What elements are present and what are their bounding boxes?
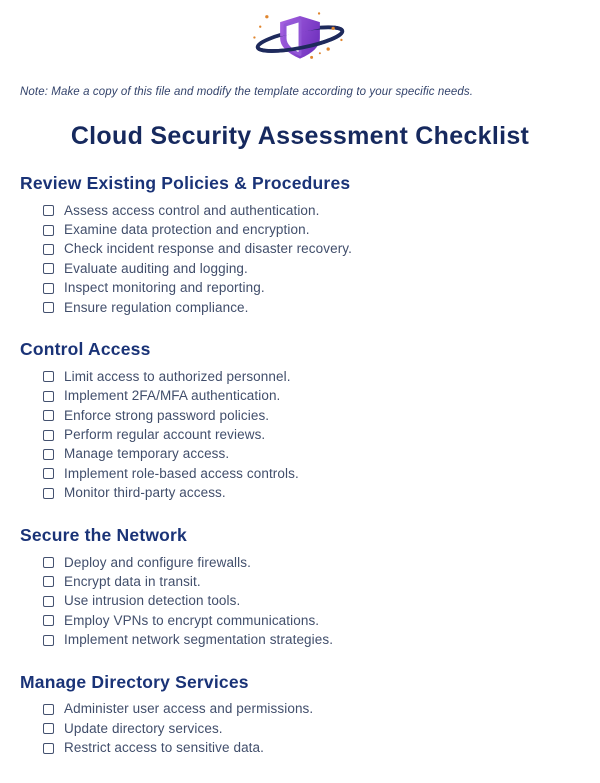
page-title: Cloud Security Assessment Checklist xyxy=(70,122,530,150)
checkbox[interactable] xyxy=(43,723,54,734)
checklist-item-label: Deploy and configure firewalls. xyxy=(64,554,251,570)
checklist-item-label: Restrict access to sensitive data. xyxy=(64,740,264,756)
checklist-item-label: Update directory services. xyxy=(64,720,223,736)
checklist-item xyxy=(20,484,580,503)
section-heading: Review Existing Policies & Procedures xyxy=(20,173,351,193)
checklist-item-label: Monitor third-party access. xyxy=(64,485,226,501)
checkbox[interactable] xyxy=(43,371,54,382)
checklist-item xyxy=(20,220,580,239)
checklist-item-label: Implement role-based access controls. xyxy=(64,465,299,481)
checkbox[interactable] xyxy=(43,596,54,607)
checklist-item xyxy=(20,445,580,464)
checkbox[interactable] xyxy=(43,468,54,479)
checklist-item xyxy=(20,387,580,406)
checklist-item xyxy=(20,739,580,758)
checklist-item-label: Evaluate auditing and logging. xyxy=(64,260,248,276)
checklist-item-label: Check incident response and disaster recovery. xyxy=(64,241,352,257)
checkbox[interactable] xyxy=(43,488,54,499)
checklist-section xyxy=(20,173,580,317)
checkbox[interactable] xyxy=(43,410,54,421)
checklist-section xyxy=(20,339,580,503)
checklist-item xyxy=(20,298,580,317)
shield-orbit-logo xyxy=(230,6,370,64)
checkbox[interactable] xyxy=(43,302,54,313)
checkbox[interactable] xyxy=(43,391,54,402)
checklist-items xyxy=(20,201,580,317)
checklist-item-label: Examine data protection and encryption. xyxy=(64,222,310,238)
checklist-item-label: Inspect monitoring and reporting. xyxy=(64,280,265,296)
checklist-item-label: Employ VPNs to encrypt communications. xyxy=(64,612,320,628)
checklist-item-label: Ensure regulation compliance. xyxy=(64,299,249,315)
checklist-section xyxy=(20,672,580,758)
checklist-items xyxy=(20,553,580,650)
checklist-section xyxy=(20,525,580,650)
checkbox[interactable] xyxy=(43,557,54,568)
checklist-item xyxy=(20,719,580,738)
checklist-item-label: Encrypt data in transit. xyxy=(64,573,201,589)
checkbox[interactable] xyxy=(43,430,54,441)
checkbox[interactable] xyxy=(43,244,54,255)
logo-container xyxy=(0,0,600,64)
checklist-item xyxy=(20,572,580,591)
note-text: Note: Make a copy of this file and modify the template according to your specific needs. xyxy=(20,86,474,98)
checklist-item xyxy=(20,240,580,259)
section-heading: Manage Directory Services xyxy=(20,671,249,692)
checklist-item xyxy=(20,553,580,572)
checklist-item xyxy=(20,630,580,649)
checklist-item-label: Assess access control and authentication. xyxy=(64,202,320,218)
checklist-item-label: Limit access to authorized personnel. xyxy=(64,368,291,384)
checkbox[interactable] xyxy=(43,704,54,715)
checkbox[interactable] xyxy=(43,615,54,626)
section-heading: Control Access xyxy=(20,339,151,360)
checklist-item xyxy=(20,201,580,220)
checklist-item xyxy=(20,279,580,298)
checklist-item-label: Administer user access and permissions. xyxy=(64,701,314,717)
checklist-item xyxy=(20,425,580,444)
checklist-item xyxy=(20,592,580,611)
checklist-item-label: Implement network segmentation strategies. xyxy=(64,632,334,648)
checkbox[interactable] xyxy=(43,743,54,754)
checklist-item xyxy=(20,464,580,483)
checklist-item-label: Enforce strong password policies. xyxy=(64,407,270,423)
checkbox[interactable] xyxy=(43,576,54,587)
shield-icon xyxy=(280,16,320,59)
checklist-item xyxy=(20,406,580,425)
checklist-item-label: Perform regular account reviews. xyxy=(64,427,266,443)
checklist-items xyxy=(20,700,580,758)
checklist-item xyxy=(20,700,580,719)
checklist-item xyxy=(20,367,580,386)
checklist-items xyxy=(20,367,580,503)
checklist-item xyxy=(20,611,580,630)
checklist-item-label: Implement 2FA/MFA authentication. xyxy=(64,388,281,404)
checkbox[interactable] xyxy=(43,263,54,274)
checklist-item-label: Use intrusion detection tools. xyxy=(64,593,241,609)
checklist-item xyxy=(20,259,580,278)
checkbox[interactable] xyxy=(43,449,54,460)
checkbox[interactable] xyxy=(43,225,54,236)
section-heading: Secure the Network xyxy=(20,524,187,545)
checkbox[interactable] xyxy=(43,635,54,646)
checkbox[interactable] xyxy=(43,205,54,216)
checklist-item-label: Manage temporary access. xyxy=(64,446,230,462)
checkbox[interactable] xyxy=(43,283,54,294)
checklist-sections xyxy=(0,173,600,758)
